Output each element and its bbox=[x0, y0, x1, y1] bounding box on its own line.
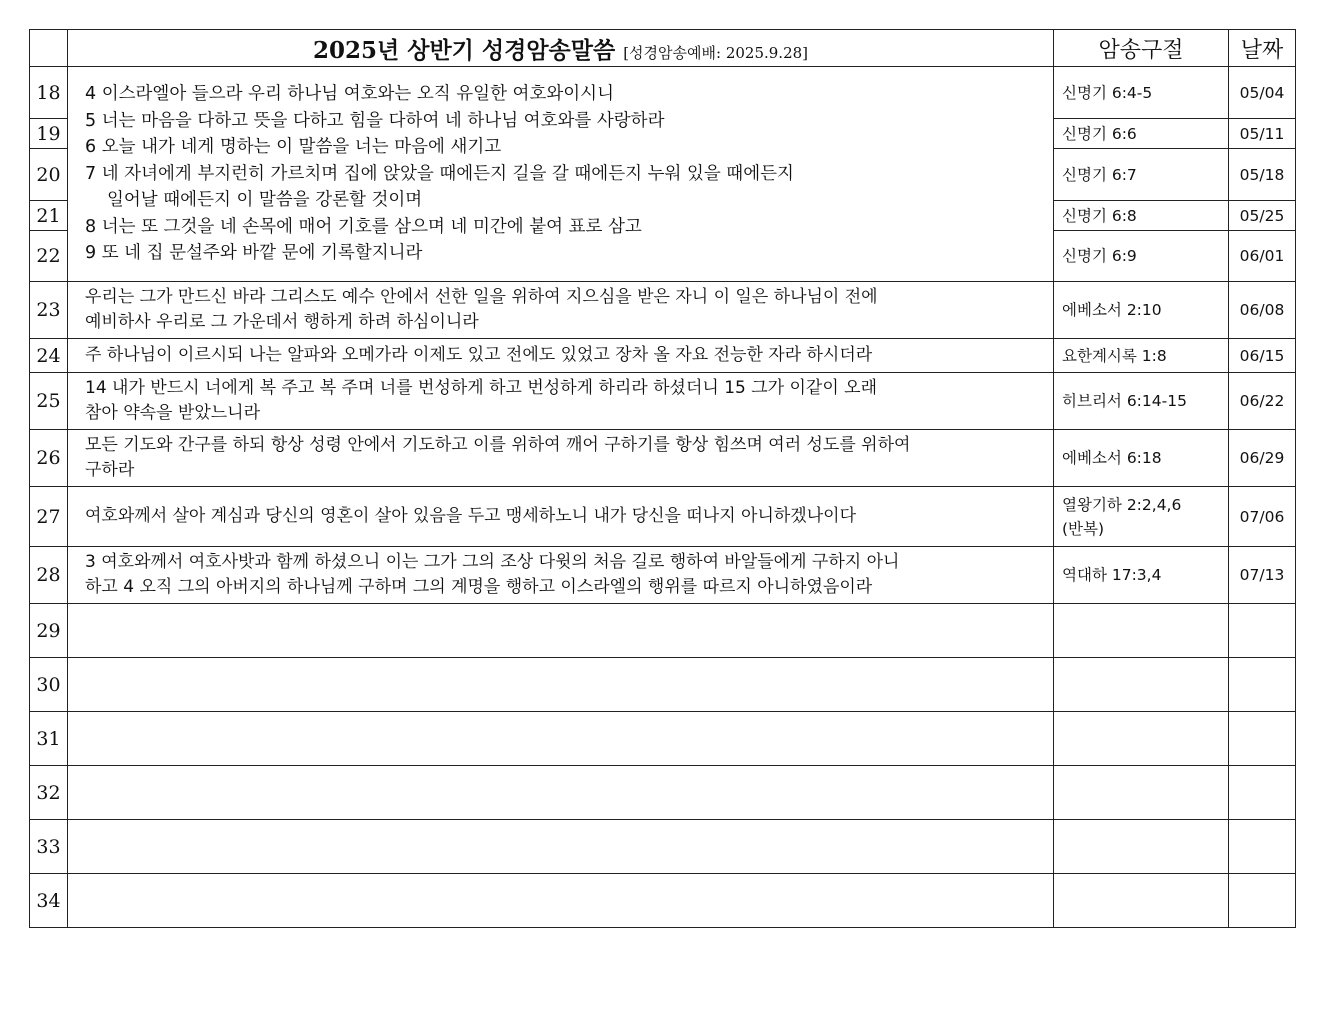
deuteronomy-verse-block bbox=[68, 67, 1054, 282]
empty-reference-cell bbox=[1054, 658, 1229, 712]
row-number: 30 bbox=[30, 658, 68, 712]
page-title: 2025년 상반기 성경암송말씀 bbox=[312, 36, 616, 64]
verse-line: 예비하사 우리로 그 가운데서 행하게 하려 하심이니라 bbox=[85, 312, 479, 332]
row-number: 29 bbox=[30, 604, 68, 658]
reference-line: 열왕기하 2:2,4,6 bbox=[1062, 495, 1182, 514]
empty-date-cell bbox=[1229, 820, 1296, 874]
empty-date-cell bbox=[1229, 712, 1296, 766]
empty-date-cell bbox=[1229, 658, 1296, 712]
row-number: 32 bbox=[30, 766, 68, 820]
verse-reference bbox=[1054, 487, 1229, 547]
reference-line: 에베소서 2:10 bbox=[1062, 301, 1162, 319]
verse-text bbox=[68, 373, 1054, 430]
empty-row bbox=[30, 658, 1296, 712]
verse-reference bbox=[1054, 282, 1229, 339]
verse-line: 14 내가 반드시 너에게 복 주고 복 주며 너를 번성하게 하고 번성하게 하리라 하셨더니 15 그가 이같이 오래 bbox=[85, 378, 878, 398]
verse-line: 참아 약속을 받았느니라 bbox=[85, 403, 261, 423]
empty-reference-cell bbox=[1054, 766, 1229, 820]
verse-line: 3 여호와께서 여호사밧과 함께 하셨으니 이는 그가 그의 조상 다윗의 처음 길로 행하여 바알들에게 구하지 아니 bbox=[85, 552, 900, 572]
memorize-date: 05/11 bbox=[1229, 119, 1296, 149]
memorize-date: 06/08 bbox=[1229, 282, 1296, 339]
empty-date-cell bbox=[1229, 874, 1296, 928]
reference-line: (반복) bbox=[1062, 519, 1105, 538]
verse-line: 5 너는 마음을 다하고 뜻을 다하고 힘을 다하여 네 하나님 여호와를 사랑하라 bbox=[85, 110, 665, 131]
verse-line: 모든 기도와 간구를 하되 항상 성령 안에서 기도하고 이를 위하여 깨어 구하기를 항상 힘쓰며 여러 성도를 위하여 bbox=[85, 435, 911, 455]
verse-reference: 신명기 6:7 bbox=[1054, 149, 1229, 201]
row-number: 24 bbox=[30, 339, 68, 373]
row-number: 26 bbox=[30, 430, 68, 487]
memorize-date: 07/13 bbox=[1229, 547, 1296, 604]
empty-date-cell bbox=[1229, 766, 1296, 820]
row-number: 18 bbox=[30, 67, 68, 119]
empty-reference-cell bbox=[1054, 604, 1229, 658]
reference-line: 히브리서 6:14-15 bbox=[1062, 392, 1187, 410]
verse-line: 6 오늘 내가 네게 명하는 이 말씀을 너는 마음에 새기고 bbox=[85, 137, 502, 157]
verse-line: 주 하나님이 이르시되 나는 알파와 오메가라 이제도 있고 전에도 있었고 장차 올 자요 전능한 자라 하시더라 bbox=[85, 345, 873, 365]
verse-line: 우리는 그가 만드신 바라 그리스도 예수 안에서 선한 일을 위하여 지으심을 받은 자니 이 일은 하나님이 전에 bbox=[85, 287, 878, 307]
empty-row bbox=[30, 820, 1296, 874]
empty-row bbox=[30, 604, 1296, 658]
table-row bbox=[30, 282, 1296, 339]
memorize-date: 05/04 bbox=[1229, 67, 1296, 119]
empty-verse-cell bbox=[68, 820, 1054, 874]
empty-verse-cell bbox=[68, 658, 1054, 712]
empty-row bbox=[30, 712, 1296, 766]
row-number: 25 bbox=[30, 373, 68, 430]
row-number: 27 bbox=[30, 487, 68, 547]
row-number: 34 bbox=[30, 874, 68, 928]
memorize-date: 06/01 bbox=[1229, 231, 1296, 282]
row-number: 28 bbox=[30, 547, 68, 604]
verse-table-sheet bbox=[29, 29, 1295, 928]
table-row bbox=[30, 373, 1296, 430]
verse-text bbox=[68, 487, 1054, 547]
empty-row bbox=[30, 874, 1296, 928]
row-number: 31 bbox=[30, 712, 68, 766]
table-row bbox=[30, 430, 1296, 487]
empty-verse-cell bbox=[68, 712, 1054, 766]
row-number: 21 bbox=[30, 201, 68, 231]
ref-column-header: 암송구절 bbox=[1054, 30, 1229, 67]
table-row bbox=[30, 339, 1296, 373]
memory-verse-table bbox=[29, 29, 1296, 928]
verse-reference bbox=[1054, 430, 1229, 487]
memorize-date: 05/25 bbox=[1229, 201, 1296, 231]
table-row bbox=[30, 487, 1296, 547]
verse-line: 구하라 bbox=[85, 460, 135, 480]
reference-line: 에베소서 6:18 bbox=[1062, 449, 1162, 467]
memorize-date: 06/22 bbox=[1229, 373, 1296, 430]
verse-reference: 신명기 6:6 bbox=[1054, 119, 1229, 149]
verse-line: 7 네 자녀에게 부지런히 가르치며 집에 앉았을 때에든지 길을 갈 때에든지 누워 있을 때에든지 bbox=[85, 163, 794, 184]
table-row bbox=[30, 547, 1296, 604]
reference-line: 요한계시록 1:8 bbox=[1062, 346, 1167, 365]
empty-date-cell bbox=[1229, 604, 1296, 658]
verse-line: 여호와께서 살아 계심과 당신의 영혼이 살아 있음을 두고 맹세하노니 내가 당신을 떠나지 아니하겠나이다 bbox=[85, 506, 856, 526]
verse-line: 4 이스라엘아 들으라 우리 하나님 여호와는 오직 유일한 여호와이시니 bbox=[85, 84, 614, 104]
row-number: 20 bbox=[30, 149, 68, 201]
memorize-date: 07/06 bbox=[1229, 487, 1296, 547]
verse-text bbox=[68, 547, 1054, 604]
verse-text bbox=[68, 339, 1054, 373]
verse-reference: 신명기 6:8 bbox=[1054, 201, 1229, 231]
verse-reference bbox=[1054, 547, 1229, 604]
empty-reference-cell bbox=[1054, 874, 1229, 928]
empty-reference-cell bbox=[1054, 712, 1229, 766]
verse-reference: 신명기 6:4-5 bbox=[1054, 67, 1229, 119]
row-number: 23 bbox=[30, 282, 68, 339]
verse-text bbox=[68, 430, 1054, 487]
header-num-cell bbox=[30, 30, 68, 67]
empty-reference-cell bbox=[1054, 820, 1229, 874]
verse-reference: 신명기 6:9 bbox=[1054, 231, 1229, 282]
memorize-date: 06/15 bbox=[1229, 339, 1296, 373]
verse-line: 8 너는 또 그것을 네 손목에 매어 기호를 삼으며 네 미간에 붙여 표로 삼고 bbox=[85, 216, 642, 237]
memorize-date: 06/29 bbox=[1229, 430, 1296, 487]
empty-verse-cell bbox=[68, 766, 1054, 820]
title-cell bbox=[68, 30, 1054, 67]
header-row bbox=[30, 30, 1296, 67]
verse-line: 9 또 네 집 문설주와 바깥 문에 기록할지니라 bbox=[85, 243, 423, 263]
verse-reference bbox=[1054, 373, 1229, 430]
row-number: 19 bbox=[30, 119, 68, 149]
verse-line: 일어날 때에든지 이 말씀을 강론할 것이며 bbox=[107, 190, 423, 210]
empty-row bbox=[30, 766, 1296, 820]
page-subtitle: [성경암송예배: 2025.9.28] bbox=[623, 43, 809, 62]
date-column-header: 날짜 bbox=[1229, 30, 1296, 67]
verse-text bbox=[68, 282, 1054, 339]
empty-verse-cell bbox=[68, 604, 1054, 658]
verse-reference bbox=[1054, 339, 1229, 373]
verse-line: 하고 4 오직 그의 아버지의 하나님께 구하며 그의 계명을 행하고 이스라엘의 행위를 따르지 아니하였음이라 bbox=[85, 577, 873, 597]
empty-verse-cell bbox=[68, 874, 1054, 928]
row-number: 22 bbox=[30, 231, 68, 282]
table-row bbox=[30, 67, 1296, 119]
row-number: 33 bbox=[30, 820, 68, 874]
reference-line: 역대하 17:3,4 bbox=[1062, 566, 1162, 584]
memorize-date: 05/18 bbox=[1229, 149, 1296, 201]
